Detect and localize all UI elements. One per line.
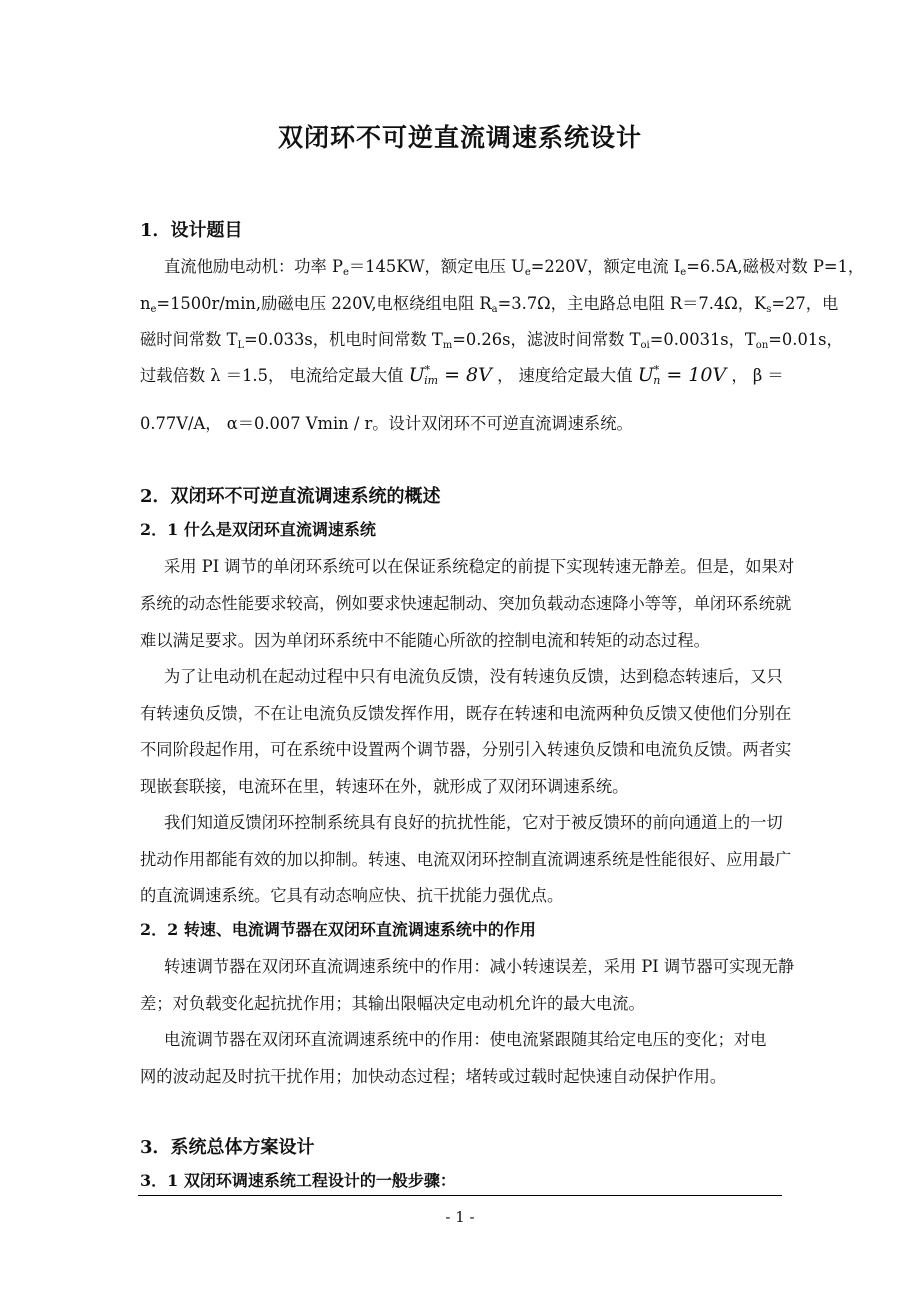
speed-setpoint-formula: $U^*_n = 10V$ bbox=[637, 363, 727, 387]
footer-rule bbox=[138, 1195, 782, 1196]
sec2-para3-line-3: 的直流调速系统。它具有动态响应快、抗干扰能力强优点。 bbox=[140, 886, 564, 905]
subsection-2-2-heading: 2．2 转速、电流调节器在双闭环直流调速系统中的作用 bbox=[140, 920, 536, 939]
page-number: - 1 - bbox=[445, 1208, 475, 1226]
sec2-para2-line-1: 为了让电动机在起动过程中只有电流负反馈，没有转速负反馈，达到稳态转速后，又只 bbox=[164, 667, 783, 686]
sec2-para4-line-1: 转速调节器在双闭环直流调速系统中的作用：减小转速误差，采用 PI 调节器可实现无静 bbox=[164, 957, 795, 976]
sec1-line-5: 0.77V/A， α＝0.007 Vmin / r。设计双闭环不可逆直流调速系统。 bbox=[140, 414, 633, 433]
sec2-para1-line-1: 采用 PI 调节的单闭环系统可以在保证系统稳定的前提下实现转速无静差。但是，如果对 bbox=[164, 557, 795, 576]
sec1-line-3: 磁时间常数 $T_L=0.033s$，机电时间常数 $T_m=0.26s$，滤波时间常数 $T_{oi}=0.0031s$，$T_{on}=0.01s$， bbox=[140, 330, 843, 351]
sec2-para4-line-2: 差；对负载变化起抗扰作用；其输出限幅决定电动机允许的最大电流。 bbox=[140, 994, 645, 1013]
sec1-line-1: 直流他励电动机：功率 $P_e=145KW$，额定电压 $U_e=220V$，额定电流 $I_e=6.5A$,磁极对数 P=1， bbox=[164, 257, 865, 278]
section-2-heading: 2．双闭环不可逆直流调速系统的概述 bbox=[140, 486, 441, 507]
section-3-heading: 3．系统总体方案设计 bbox=[140, 1137, 315, 1158]
subsection-2-1-heading: 2．1 什么是双闭环直流调速系统 bbox=[140, 520, 376, 539]
sec2-para5-line-1: 电流调节器在双闭环直流调速系统中的作用：使电流紧跟随其给定电压的变化；对电 bbox=[164, 1030, 767, 1049]
sec2-para2-line-3: 不同阶段起作用，可在系统中设置两个调节器，分别引入转速负反馈和电流负反馈。两者实 bbox=[140, 740, 792, 759]
sec1-line-4: 过载倍数 λ ＝1.5， 电流给定最大值 $U^*_{im} = 8V$ ， 速度给定最大值 $U^*_n = 10V$ ， β ＝ bbox=[140, 363, 784, 387]
sec2-para2-line-2: 有转速负反馈，不在让电流负反馈发挥作用，既存在转速和电流两种负反馈又使他们分别在 bbox=[140, 704, 792, 723]
sec1-line-2: $n_e=1500r/\min$,励磁电压 220V,电枢绕组电阻 $R_a=3.7\Omega$，主电路总电阻 R＝7.4Ω，$K_s=27$，电 bbox=[140, 294, 839, 315]
current-setpoint-formula: $U^*_{im} = 8V$ bbox=[408, 363, 492, 387]
document-title: 双闭环不可逆直流调速系统设计 bbox=[277, 123, 642, 152]
sec2-para2-line-4: 现嵌套联接，电流环在里，转速环在外，就形成了双闭环调速系统。 bbox=[140, 777, 629, 796]
sec2-para5-line-2: 网的波动起及时抗干扰作用；加快动态过程；堵转或过载时起快速自动保护作用。 bbox=[140, 1067, 727, 1086]
sec2-para3-line-2: 扰动作用都能有效的加以抑制。转速、电流双闭环控制直流调速系统是性能很好、应用最广 bbox=[140, 850, 792, 869]
sec2-para1-line-3: 难以满足要求。因为单闭环系统中不能随心所欲的控制电流和转矩的动态过程。 bbox=[140, 631, 710, 650]
subsection-3-1-heading: 3．1 双闭环调速系统工程设计的一般步骤： bbox=[140, 1171, 456, 1190]
sec2-para1-line-2: 系统的动态性能要求较高，例如要求快速起制动、突加负载动态速降小等等，单闭环系统就 bbox=[140, 594, 792, 613]
section-1-heading: 1．设计题目 bbox=[140, 220, 243, 241]
sec2-para3-line-1: 我们知道反馈闭环控制系统具有良好的抗扰性能，它对于被反馈环的前向通道上的一切 bbox=[164, 813, 783, 832]
